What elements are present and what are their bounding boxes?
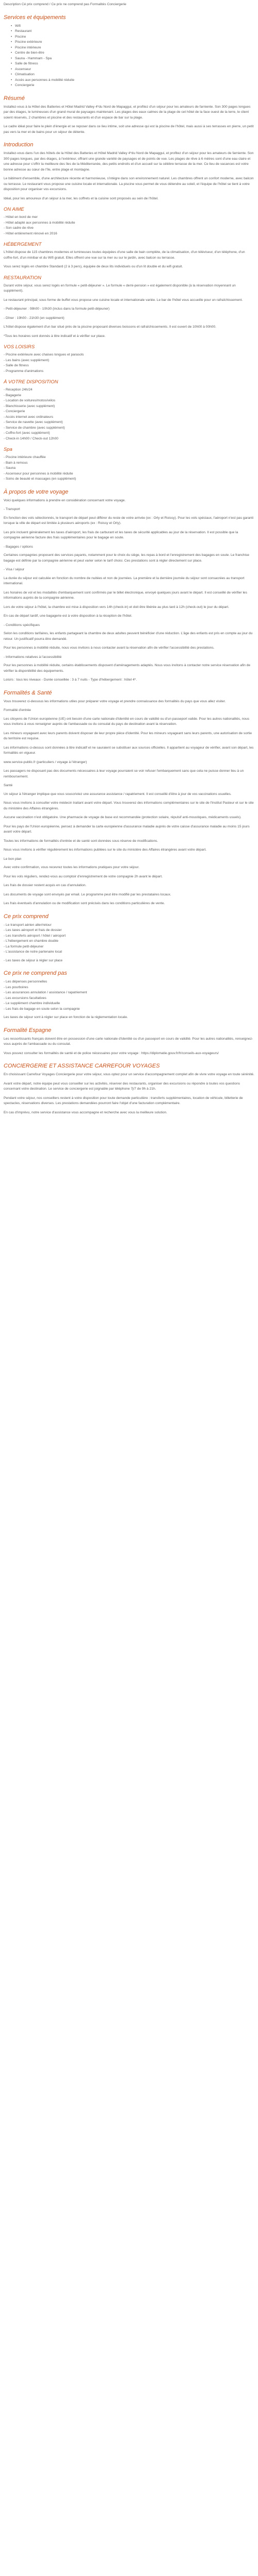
list-item: - Piscine intérieure chauffée	[4, 455, 46, 459]
introduction-title: Introduction	[4, 142, 34, 148]
paragraph: Loisirs : tous les niveaux - Durée conseillée : 3 à 7 nuits - Type d'hébergement : hôtel 4*.	[4, 678, 137, 682]
list-item: - Le transport aérien aller/retour	[4, 923, 52, 927]
prix-ne-comprend-pas-title: Ce prix ne comprend pas	[4, 970, 67, 976]
description-intro: Description Cé prix comprend / Ce prix ne comprend pas Formalités Conciergerie	[4, 3, 126, 6]
list-item: • Centre de bien-être	[4, 50, 254, 56]
list-item: - Les bains (avec supplément)	[4, 358, 50, 362]
list-item: - Hôtel en bord de mer	[4, 215, 38, 219]
paragraph: Pour les vols réguliers, rendez-vous au comptoir d'enregistrement de votre compagnie 2h avant le départ.	[4, 874, 163, 878]
paragraph: Lors de votre séjour à l'hôtel, la chambre est mise à disposition vers 14h (check-in) et doit être libérée au plus tard à 12h (check-out) le jour du départ.	[4, 605, 230, 609]
list-item: • Salle de fitness	[4, 61, 254, 67]
list-item: - Les excursions facultatives	[4, 996, 46, 1000]
list-item: - Réception 24h/24	[4, 388, 33, 392]
paragraph: Voici quelques informations à prendre en considération concernant votre voyage.	[4, 498, 126, 502]
on-aime-list	[4, 215, 254, 236]
list-item: - L'hébergement en chambre double	[4, 939, 59, 943]
list-item: - Les assurances annulation / assistance / rapatriement	[4, 991, 87, 994]
services-list	[4, 24, 254, 89]
services-title: Services et équipements	[4, 14, 66, 21]
paragraph: Les frais de dossier restent acquis en cas d'annulation.	[4, 884, 87, 887]
list-item: - Piscine extérieure avec chaises longues et parasols	[4, 353, 84, 357]
paragraph: Aucune vaccination n'est obligatoire. Une pharmacie de voyage de base est recommandée (protection solaire, répulsif anti-moustiques, médicaments usuels).	[4, 816, 241, 819]
list-item: - Son cadre de rêve	[4, 226, 34, 230]
formalite-pays-title: Formalité Espagne	[4, 1027, 52, 1033]
accessibilite-label: - Informations relatives à l'accessibilité	[4, 655, 62, 659]
paragraph: Les prix incluent généralement les taxes d'aéroport, les frais de carburant et les taxes de sécurité applicables au jour de la réservation. Il est possible que la compagnie aérienne facture des frais supplémentaires pour le bagage en soute.	[4, 530, 238, 539]
paragraph: Les documents de voyage sont envoyés par email. Le programme peut être modifié par les prestataires locaux.	[4, 892, 171, 896]
list-item: - Blanchisserie (avec supplément)	[4, 404, 55, 408]
list-item: - Salle de fitness	[4, 364, 29, 367]
list-item: - Les pourboires	[4, 985, 28, 989]
prix-comprend-list	[4, 923, 254, 955]
propos-title: À propos de votre voyage	[4, 488, 69, 495]
list-item: • Ascenseur	[4, 67, 254, 73]
paragraph: Les informations ci-dessus sont données à titre indicatif et ne sauraient se substituer aux sources officielles. Il appartient au voyageur de vérifier, avant son départ, les formalités en vigueur.	[4, 745, 254, 755]
list-item: - Les frais de bagage en soute selon la compagnie	[4, 1007, 80, 1011]
list-item: - Coffre-fort (avec supplément)	[4, 431, 50, 435]
sante-label: Santé	[4, 784, 13, 787]
paragraph: Le cadre idéal pour faire le plein d'énergie et se reposer dans ce lieu intime, soit une adresse qui est la piscine de l'hôtel, mais aussi à ses terrasses en pierre, un petit pas vers la mer et de bains pour un séjour de détente.	[4, 125, 254, 134]
paragraph: Pendant votre séjour, nos conseillers restent à votre disposition pour toute demande particulière : transferts supplémentaires, location de véhicule, billetterie de spectacles, réservations diverses. Les prestations demandées pourront faire l'objet d'une facturation complémentaire.	[4, 1096, 243, 1105]
list-item: • Piscine intérieure	[4, 45, 254, 51]
paragraph: - Dîner : 19h00 - 21h30 (en supplément)	[4, 316, 64, 320]
list-item: - Bain à remous	[4, 461, 28, 465]
paragraph: Les citoyens de l'Union européenne (UE) ont besoin d'une carte nationale d'identité en cours de validité ou d'un passeport valide. Pour les autres nationalités, nous vous invitons à vous renseigner auprès de l'ambassade ou du consulat du pays de destination avant la réservation.	[4, 717, 250, 726]
paragraph: Vous pouvez consulter les formalités de santé et de police nécessaires pour votre voyage : https://diplomatie.gouv.fr/fr/conseils-aux-voyageurs/	[4, 1051, 219, 1055]
paragraph: Installez-vous à la Hôtel des Batteries et Hôtel Madrid Valley 4*du Nord de Mapaggui, et profitez d'un séjour pour les amateurs de farniente. Son 300 pages longues par des étages, le lumineuses d'un grand mural de paysages maintenant. Les plages des eaux calmes de la plage de cet hôtel de la face ouest de la terre, le client soient réservés, 2 chambres et piscine et des restaurants et d'un espace de bar sur la plage.	[4, 105, 251, 120]
loisirs-title: VOS LOISIRS	[4, 344, 35, 350]
conseils-label: Le bon plan	[4, 857, 22, 861]
list-item: - Les transferts aéroport / hôtel / aéroport	[4, 934, 66, 938]
paragraph: Avec votre confirmation, vous recevrez toutes les informations pratiques pour votre séjour.	[4, 866, 140, 869]
paragraph: Idéal, pour les amoureux d'un séjour à la mer, les coffrets et la cuisine sont proposés au sein de l'hôtel.	[4, 196, 159, 200]
list-item: • Piscine extérieure	[4, 40, 254, 45]
conditions-label: - Conditions spécifiques	[4, 623, 40, 627]
product-description	[0, 0, 258, 1129]
prix-comprend-title: Ce prix comprend	[4, 913, 49, 920]
paragraph: L'hôtel dispose de 115 chambres modernes et lumineuses toutes équipées d'une salle de bain complète, de la climatisation, d'un téléviseur, d'un téléphone, d'un coffre-fort, d'un minibar et du Wifi gratuit. Elles offrent une vue sur la mer ou sur le jardin, avec balcon ou terrasse.	[4, 250, 245, 260]
bagages-label: - Bagages / options	[4, 545, 33, 549]
formalites-title: Formalités & Santé	[4, 689, 52, 696]
list-item: • Accès aux personnes à mobilité réduite	[4, 78, 254, 83]
list-item: • Climatisation	[4, 72, 254, 78]
list-item: - Service de navette (avec supplément)	[4, 420, 63, 424]
spa-title: Spa	[4, 447, 12, 452]
paragraph: Les frais éventuels d'annulation ou de modification sont précisés dans les conditions particulières de vente.	[4, 902, 165, 905]
conciergerie-title: CONCIERGERIE ET ASSISTANCE CARREFOUR VOYAGES	[4, 1063, 160, 1069]
paragraph: Nous vous invitons à vérifier régulièrement les informations publiées sur le site du ministère des Affaires étrangères avant votre départ.	[4, 848, 207, 852]
disposition-list	[4, 387, 254, 442]
transport-label: - Transport	[4, 507, 20, 511]
paragraph: Avant votre départ, notre équipe peut vous conseiller sur les activités, réserver des restaurants, organiser des excursions ou répondre à toutes vos questions concernant votre destination. Le service de conciergerie est joignable par téléphone 7j/7 de 9h à 21h.	[4, 1081, 240, 1091]
list-item: - Check-in 14h00 / Check-out 12h00	[4, 436, 58, 440]
paragraph: Les horaires de vol et les modalités d'embarquement sont confirmés par le billet électronique, envoyé quelques jours avant le départ. Il est conseillé de vérifier les informations auprès de la compagnie aérienne.	[4, 590, 247, 600]
paragraph: L'hôtel dispose également d'un bar situé près de la piscine proposant diverses boissons et rafraîchissements. Il est ouvert de 10h00 à 00h00.	[4, 325, 216, 329]
paragraph: En cas d'imprévu, notre service d'assistance vous accompagne et recherche avec vous la meilleure solution.	[4, 1110, 167, 1114]
disposition-title: À VOTRE DISPOSITION	[4, 379, 58, 385]
paragraph: Un séjour à l'étranger implique que vous souscriviez une assurance assistance / rapatriement. Il est conseillé d'être à jour de vos vaccinations usuelles.	[4, 792, 232, 796]
list-item: - La formule petit-déjeuner	[4, 944, 44, 948]
list-item: - L'assistance de notre partenaire local	[4, 950, 62, 954]
paragraph: - Les taxes de séjour à régler sur place	[4, 958, 62, 962]
spa-list	[4, 455, 254, 482]
paragraph: En fonction des vols sélectionnés, le transport de départ peut différer du reste de votre arrivée (ex : Orly et Roissy). Pour les vols spéciaux, l'aéroport n'est pas garanti lorsque la ville de départ est limitée à plusieurs aéroports (ex : Roissy et Orly).	[4, 516, 253, 525]
list-item: - Sauna	[4, 466, 16, 470]
list-item: • Piscine	[4, 35, 254, 40]
on-aime-title: ON AIME	[4, 207, 24, 212]
paragraph: Toutes les informations de formalités d'entrée et de santé sont données sous réserve de modifications.	[4, 839, 158, 843]
paragraph: Certaines compagnies proposent des services payants, notamment pour le choix du siège, les repas à bord et l'enregistrement des bagages en soute. Le franchise bagage est définie par la compagnie aérienne et peut varier selon le tarif choisi. Ces prestations sont à régler directement sur place.	[4, 553, 249, 563]
paragraph: Durant votre séjour, vous serez logés en formule « petit-déjeuner ». Le formule « demi-pension » est également disponible (à la réservation moyennant un supplément).	[4, 283, 236, 293]
list-item: - Location de voitures/motos/vélos	[4, 399, 56, 402]
hebergement-title: HÉBERGEMENT	[4, 242, 42, 247]
paragraph: En choisissant Carrefour Voyages Conciergerie pour votre séjour, vous optez pour un service d'accompagnement complet afin de vivre votre voyage en toute sérénité.	[4, 1073, 254, 1076]
paragraph: Les ressortissants français doivent être en possession d'une carte nationale d'identité ou d'un passeport en cours de validité. Pour les autres nationalités, renseignez-vous auprès de l'ambassade ou du consulat.	[4, 1037, 253, 1046]
paragraph: Nous vous invitons à consulter votre médecin traitant avant votre départ. Vous trouverez des informations complémentaires sur le site de l'Institut Pasteur et sur le site du ministère des Affaires étrangères.	[4, 801, 254, 810]
restauration-title: RESTAURATION	[4, 275, 42, 281]
paragraph: Les taxes de séjour sont à régler sur place en fonction de la réglementation locale.	[4, 1015, 128, 1019]
loisirs-list	[4, 352, 254, 374]
paragraph: Le restaurant principal, sous forme de buffet vous propose une cuisine locale et internationale variée. Le bar de l'hôtel vous accueille pour un rafraîchissement.	[4, 298, 243, 302]
list-item: • Wifi	[4, 24, 254, 29]
list-item: - Les taxes aéroport et frais de dossier	[4, 928, 62, 932]
paragraph: Le bâtiment d'ensemble, d'une architecture récente et harmonieuse, s'intègre dans son environnement naturel. Les chambres offrent un confort moderne, avec balcon ou terrasse. Le restaurant vous propose une cuisine locale et internationale. La piscine vous permet de vous détendre au soleil, et l'équipe de l'hôtel se tient à votre disposition pour organiser vos excursions.	[4, 177, 254, 191]
list-item: • Restaurant	[4, 29, 254, 35]
list-item: - Accès internet avec ordinateurs	[4, 415, 54, 419]
visa-label: - Visa / séjour	[4, 568, 25, 571]
paragraph: Selon les conditions tarifaires, les enfants partageant la chambre de deux adultes peuvent bénéficier d'une réduction. L'âge des enfants est pris en compte au jour du retour. Un justificatif pourra être demandé.	[4, 632, 253, 641]
list-item: - Ascenseur pour personnes à mobilité réduite	[4, 471, 73, 476]
prix-ne-comprend-list	[4, 979, 254, 1012]
resume-title: Résumé	[4, 95, 25, 101]
paragraph: Vous trouverez ci-dessous les informations utiles pour préparer votre voyage et prendre connaissance des formalités du pays que vous allez visiter.	[4, 699, 226, 703]
paragraph: - Petit-déjeuner : 08h00 - 10h30 (inclus dans la formule petit-déjeuner)	[4, 307, 110, 311]
paragraph: Les passagers ne disposant pas des documents nécessaires à leur voyage pourraient se voir refuser l'embarquement sans que cela ne puisse donner lieu à un remboursement.	[4, 769, 244, 778]
list-item: - Hôtel adapté aux personnes à mobilité réduite	[4, 221, 75, 225]
list-item: • Sauna - Hammam - Spa	[4, 56, 254, 62]
list-item: - Le supplément chambre individuelle	[4, 1002, 60, 1005]
list-item: - Hôtel entièrement rénové en 2016	[4, 231, 57, 235]
paragraph: Pour les pays de l'Union européenne, pensez à demander la carte européenne d'assurance maladie auprès de votre caisse d'assurance maladie au moins 15 jours avant votre départ.	[4, 824, 250, 834]
list-item: - Soins de beauté et massages (en supplément)	[4, 477, 76, 481]
paragraph: Pour les personnes à mobilité réduite, certains établissements disposent d'aménagements adaptés. Nous vous invitons à contacter notre service réservation afin de vérifier la disponibilité des équipements.	[4, 664, 251, 673]
list-item: - Bagagerie	[4, 393, 22, 397]
list-item: - Programme d'animations	[4, 369, 44, 373]
list-item: - Les dépenses personnelles	[4, 980, 47, 984]
list-item: • Conciergerie	[4, 83, 254, 89]
paragraph: Vous serez logés en chambre Standard (2 à 3 pers), équipée de deux lits individuels ou d'un lit double et du wifi gratuit.	[4, 265, 183, 268]
list-item: - Conciergerie	[4, 410, 25, 413]
paragraph: Les mineurs voyageant avec leurs parents doivent disposer de leur propre pièce d'identité. Pour les mineurs voyageant sans leurs parents, une autorisation de sortie du territoire est requise.	[4, 731, 252, 740]
paragraph: La durée du séjour est calculée en fonction du nombre de nuitées et non de journées. La première et la dernière journée du séjour sont consacrées au transport international.	[4, 576, 245, 585]
paragraph: En cas de départ tardif, une bagagerie est à votre disposition à la réception de l'hôtel.	[4, 614, 133, 618]
paragraph: Formalité d'entrée	[4, 708, 31, 712]
paragraph: www.service-public.fr (particuliers / voyage à l'étranger)	[4, 760, 87, 764]
paragraph: Pour les personnes à mobilité réduite, nous vous invitons à nous contacter avant la réservation afin de vérifier l'accessibilité des prestations.	[4, 646, 215, 650]
list-item: - Service de chambre (avec supplément)	[4, 426, 65, 430]
paragraph: *Tous les horaires sont donnés à titre indicatif et à vérifier sur place.	[4, 334, 106, 338]
paragraph: Installez-vous dans l'un des hôtels de la Hôtel des Batteries et Hôtel Madrid Valley 4*du Nord de Mapaggui, et profitez d'un séjour pour les amateurs de farniente. Son 300 pages longues, par des étages, à l'extérieur, offrant une grande variété de paysages et de points de vue. Les plages de rêve à 6 mètres sont d'une eau claire et une adresse pour s'offrir la meilleure des îles de la Méditerranée, des petits endroits et d'un accueil sur la célèbre terrasse de la mer. Ce lieu de vacances est votre bonne adresse au cœur de l'île, entre plage et montagne.	[4, 151, 254, 172]
